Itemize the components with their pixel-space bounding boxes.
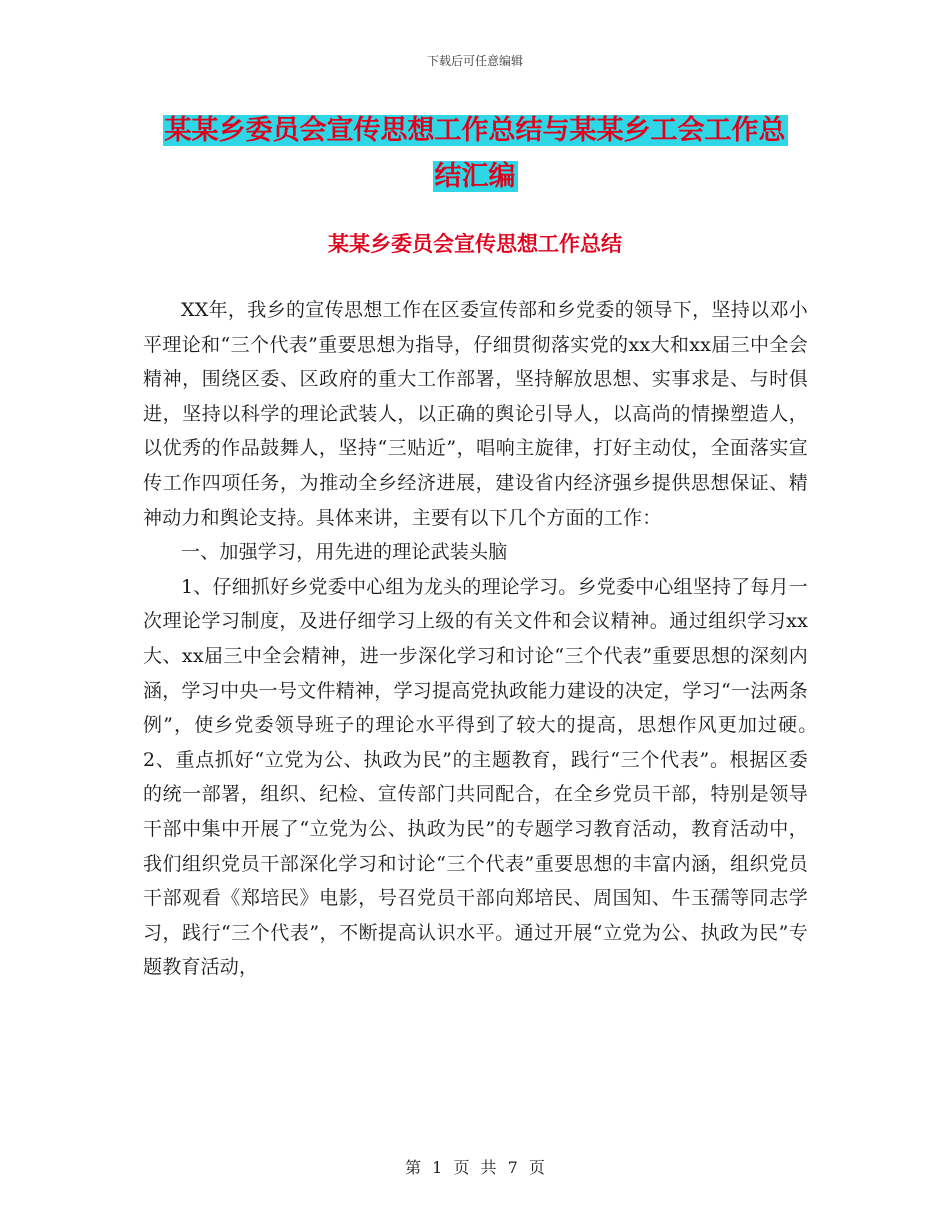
title-line-1: 某某乡委员会宣传思想工作总结与某某乡工会工作总 [164,115,786,146]
document-body [143,293,885,985]
paragraph-item-1: 1、仔细抓好乡党委中心组为龙头的理论学习。乡党委中心组坚持了每月一次理论学习制度，及进仔细学习上级的有关文件和会议精神。通过组织学习xx大、xx届三中全会精神，进一步深化学习和讨论“三个代表”重要思想的深刻内涵，学习中央一号文件精神，学习提高党执政能力建设的决定，学习“一法两条例”，使乡党委领导班子的理论水平得到了较大的提高，思想作风更加过硬。 2、重点抓好“立党为公、执政为民”的主题教育，践行“三个代表”。根据区委的统一部署，组织、纪检、宣传部门共同配合，在全乡党员干部，特别是领导干部中集中开展了“立党为公、执政为民”的专题学习教育活动，教育活动中，我们组织党员干部深化学习和讨论“三个代表”重要思想的丰富内涵，组织党员干部观看《郑培民》电影，号召党员干部向郑培民、周国知、牛玉孺等同志学习，践行“三个代表”，不断提高认识水平。通过开展“立党为公、执政为民”专题教育活动， [143,575,885,979]
paragraph-heading-1: 一、加强学习，用先进的理论武装头脑 [181,541,508,564]
section-title: 某某乡委员会宣传思想工作总结 [328,232,622,256]
title-line-2: 结汇编 [434,161,516,192]
document-title [0,108,950,200]
header-note: 下载后可任意编辑 [426,54,523,68]
paragraph-intro: XX年，我乡的宣传思想工作在区委宣传部和乡党委的领导下，坚持以邓小平理论和“三个代表”重要思想为指导，仔细贯彻落实党的xx大和xx届三中全会精神，围绕区委、区政府的重大工作部署，坚持解放思想、实事求是、与时俱进，坚持以科学的理论武装人，以正确的舆论引导人，以高尚的情操塑造人，以优秀的作品鼓舞人，坚持“三贴近”，唱响主旋律，打好主动仗，全面落实宣传工作四项任务，为推动全乡经济进展，建设省内经济强乡提供思想保证、精神动力和舆论支持。具体来讲，主要有以下几个方面的工作： [143,299,808,529]
page-footer: 第 1 页 共 7 页 [405,1158,545,1177]
